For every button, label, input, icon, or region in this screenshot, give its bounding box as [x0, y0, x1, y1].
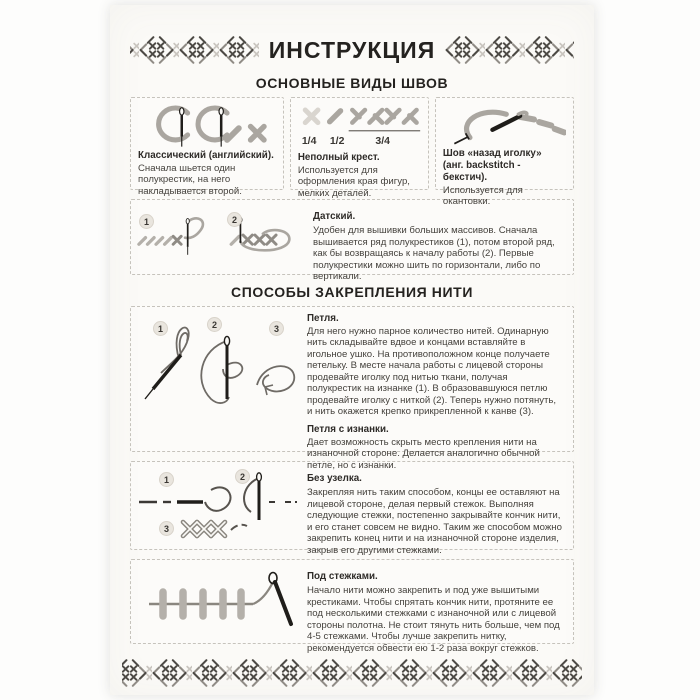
step-circle: 1 [139, 214, 154, 229]
step-circle: 2 [207, 317, 222, 332]
partial-cross-illustration-icon [298, 103, 421, 135]
backstitch-heading-line1: Шов «назад иголку» [442, 148, 542, 159]
no-knot-description: Закрепляя нить таким способом, концы ее оставляют на лицевой стороне, делая первый стежок. Выполняя следующие стежки, постепенно закрывайте кончик нити, и его станет совсем не видно. Таким же способом можно закрепить конец нити и на изнаночной стороне изделия, закрыв его другими стежками. [307, 487, 562, 556]
no-knot-heading: Без узелка. [307, 473, 362, 484]
danish-stitch-card [130, 199, 574, 282]
step-circle: 1 [159, 472, 174, 487]
under-stitches-heading: Под стежками. [307, 571, 378, 582]
step-circle: 2 [227, 212, 242, 227]
cross-stitch-border-top-left-icon [130, 34, 259, 66]
under-stitches-card [130, 559, 574, 654]
page-title: ИНСТРУКЦИЯ [268, 36, 436, 63]
no-knot-illustration-icon [131, 462, 303, 549]
step-circle: 2 [235, 469, 250, 484]
cross-stitch-border-bottom-icon [122, 653, 582, 693]
stitch-types-row [130, 97, 574, 208]
no-knot-text [303, 462, 573, 556]
under-stitches-illustration-icon [131, 560, 303, 643]
partial-cross-heading: Неполный крест. [297, 152, 380, 163]
half-label: 1/2 [329, 135, 345, 147]
backstitch-card [435, 97, 574, 208]
loop-description: Для него нужно парное количество нитей. Одинарную нить складывайте вдвое и концами вставляйте в игольное ушко. На противоположном конце получаете петельку. В месте начала работы с лицевой стороны продевайте иголку под нитью ткани, получая полукрестик на изнанке (1). В образовавшуюся петлю продевайте иголку с ниткой (2). Теперь нужно потянуть, и нить окажется крепко прикрепленной к канве (3). [307, 325, 557, 418]
step-circle: 3 [269, 321, 284, 336]
classic-stitch-card [130, 97, 284, 197]
loop-reverse-heading: Петля с изнанки. [307, 423, 389, 435]
no-knot-card [130, 461, 574, 556]
under-stitches-description: Начало нити можно закрепить и под уже вышитыми крестиками. Чтобы спрятать кончик нити, протяните ее под несколькими стежками с изнаночной или с лицевой стороны полотна. Не стоит тянуть нить больше, чем под 4-5 стежками. Чтобы лучше закрепить нитку, рекомендуется обвести ею 1-2 раза вокруг стежков. [307, 585, 560, 654]
partial-cross-card [290, 97, 429, 199]
loop-card [130, 306, 574, 471]
step-circle: 1 [153, 321, 168, 336]
instruction-sheet [110, 5, 594, 695]
fraction-labels [298, 135, 421, 148]
backstitch-description: Используется для окантовки. [442, 184, 523, 208]
danish-illustration-icon [131, 200, 309, 274]
danish-heading: Датский. [313, 211, 356, 222]
classic-stitch-illustration-icon [138, 103, 276, 150]
loop-text [303, 307, 573, 471]
partial-cross-description: Используется для оформления края фигур, мелких деталей. [297, 164, 410, 199]
classic-stitch-description: Сначала шьется один полукрестик, на него накладывается второй. [138, 162, 242, 197]
backstitch-illustration-icon [443, 103, 566, 148]
quarter-label: 1/4 [301, 135, 317, 147]
loop-illustration-icon [131, 307, 303, 451]
loop-heading: Петля. [307, 313, 339, 324]
danish-description: Удобен для вышивки больших массивов. Сначала вышивается ряд полукрестиков (1), потом второй ряд, как бы возвращаясь к началу работы (2). Первые полукрестики можно шить по горизонтали, либо по вертикали. [313, 225, 555, 282]
section-heading-stitch-types: ОСНОВНЫЕ ВИДЫ ШВОВ [255, 75, 449, 91]
three-quarter-label: 3/4 [375, 135, 390, 147]
backstitch-heading-line2: (анг. backstitch - бекстич). [442, 159, 521, 183]
classic-stitch-heading: Классический (английский). [138, 150, 274, 161]
step-circle: 3 [159, 521, 174, 536]
danish-text [309, 200, 573, 282]
section-heading-fastening: СПОСОБЫ ЗАКРЕПЛЕНИЯ НИТИ [230, 284, 473, 300]
loop-reverse-description: Дает возможность скрыть место крепления нити на изнаночной стороне. Делается аналогично обычной петле, но с изнанки. [307, 436, 540, 471]
title-row [130, 27, 574, 73]
cross-stitch-border-top-right-icon [445, 34, 574, 66]
under-stitches-text [303, 560, 573, 654]
